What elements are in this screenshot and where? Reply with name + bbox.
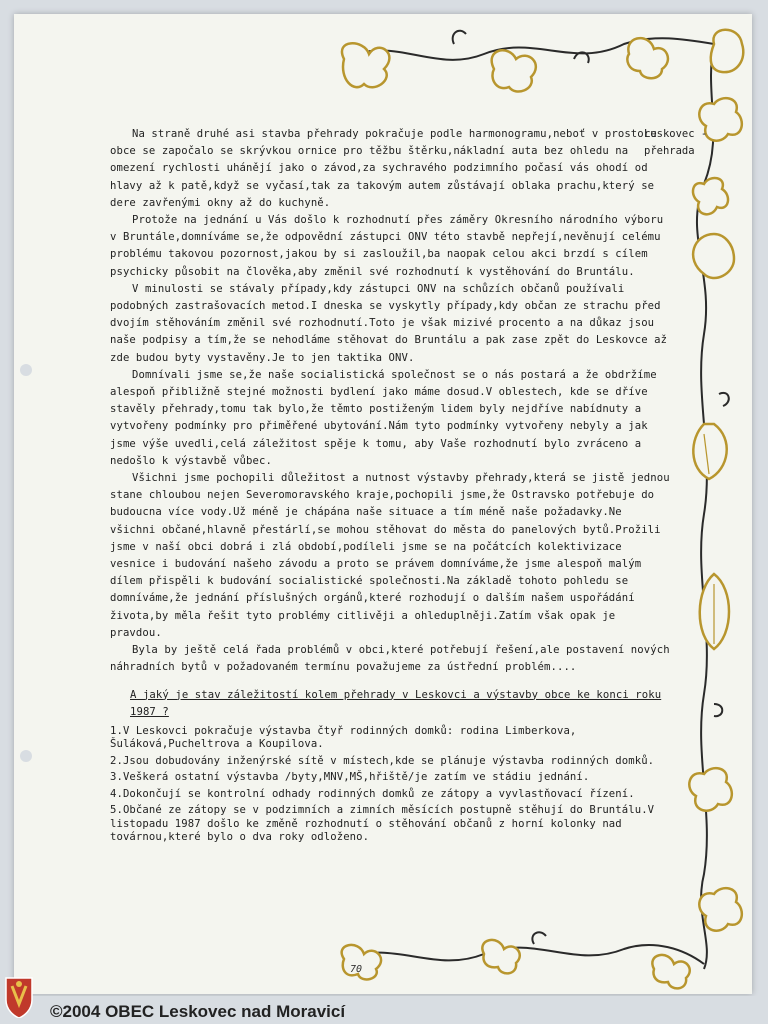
document-page [14, 14, 752, 994]
page-number: 70 [350, 964, 363, 975]
list-item: 2.Jsou dobudovány inženýrské sítě v místech,kde se plánuje výstavba rodinných domků. [110, 754, 655, 767]
section-heading: A jaký je stav záležitostí kolem přehrady v Leskovci a výstavby obce ke konci roku 1987 ? [130, 688, 662, 718]
village-coat-of-arms-icon [4, 976, 34, 1018]
side-note-text: Leskovec - přehrada [644, 128, 708, 157]
paragraph: Na straně druhé asi stavba přehrady pokračuje podle harmonogramu,neboť v prostoru obce se započalo se skrývkou ornice pro těžbu štěrku,nákladní auta bez ohledu na omezení rychlosti uhánějí jako o závod,za sychravého podzimního počasí vás ohodí od hlavy až k patě,když se vyčasí,tak za takovým autem zůstávají oblaka prachu,který se dere zavřenými okny až do kuchyně. [110, 128, 657, 209]
status-list [110, 725, 670, 845]
paragraph: V minulosti se stávaly případy,kdy zástupci ONV na schůzích občanů používali podobných zastrašovacích metod.I dneska se vyskytly případy,kdy občan ze strachu před dvojím stěhováním změnil své rozhodnutí.Toto je však mizivé procento a na důkaz jsou naše podpisy a tím,že se nehodláme stěhovat do Bruntálu a pak zase zpět do Leskovce až zde budou byty vystavěny.Je to jen taktika ONV. [110, 282, 668, 364]
typed-letter-body [110, 126, 670, 848]
list-item: 3.Veškerá ostatní výstavba /byty,MNV,MŠ,hřiště/je zatím ve stádiu jednání. [110, 771, 590, 784]
copyright-watermark: ©2004 OBEC Leskovec nad Moravicí [50, 1002, 346, 1021]
paragraph: Domnívali jsme se,že naše socialistická společnost se o nás postará a že obdržíme alespoň přibližně stejné možnosti bydlení jako máme dosud.V oblestech, kde se dříve stavěly přehrady,tomu tak bylo,že těmto postiženým lidem byly nejdříve nabídnuty a vytvořeny podmínky pro přiměřené ubytování.Nám tyto podmínky vytvořeny nebyly a jak jsme výše uvedli,celá záležitost spěje k tomu, aby Vaše rozhodnutí bylo zvráceno a nedošlo k výstavbě vůbec. [110, 368, 657, 467]
list-item: 4.Dokončují se kontrolní odhady rodinných domků ze zátopy a vyvlastňovací řízení. [110, 787, 635, 800]
list-item: 1.V Leskovci pokračuje výstavba čtyř rodinných domků: rodina Limberkova, Šuláková,Pucheltrova a Koupilova. [110, 724, 577, 751]
list-item: 5.Občané ze zátopy se v podzimních a zimních měsících postupně stěhují do Bruntálu.V listopadu 1987 došlo ke změně rozhodnutí o stěhování občanů z horní kolonky nad továrnou,které bylo o dva roky odloženo. [110, 804, 655, 844]
paragraph: Byla by ještě celá řada problémů v obci,které potřebují řešení,ale postavení nových náhradních bytů v požadovaném termínu považujeme za ústřední problém.... [110, 644, 670, 674]
paragraph: Protože na jednání u Vás došlo k rozhodnutí přes záměry Okresního národního výboru v Bruntále,domníváme se,že odpovědní zástupci ONV této stavbě nepřejí,nevěnují celému problému takovou pozornost,jakou by si zasloužil,ba naopak celou akci brzdí s cílem psychicky působit na člověka,aby změnil své rozhodnutí k vystěhování do Bruntálu. [110, 214, 664, 278]
paragraph: Všichni jsme pochopili důležitost a nutnost výstavby přehrady,která se jistě jednou stane chloubou nejen Severomoravského kraje,pochopili jsme,že Ostravsko potřebuje do budoucna více vody.Už méně je chápána naše situace a tím méně naše požadavky.Ne všichni občané,hlavně přestárlí,se mohou stěhovat do města do panelových bytů.Prožili jsme v naší obci dobrá i zlá období,podíleli jsme se na počátcích kolektivizace vesnice i budování našeho závodu a proto se právem domníváme,že jsme alespoň malým dílem přispěli k budování socialistické společnosti.Na základě tohoto pohledu se domníváme,že jednání příslušných orgánů,které rozhodují o dalším našem uspořádání života,by měla řešit tyto problémy citlivěji a ohleduplněji.Zatím však opak je pravdou. [110, 472, 670, 639]
